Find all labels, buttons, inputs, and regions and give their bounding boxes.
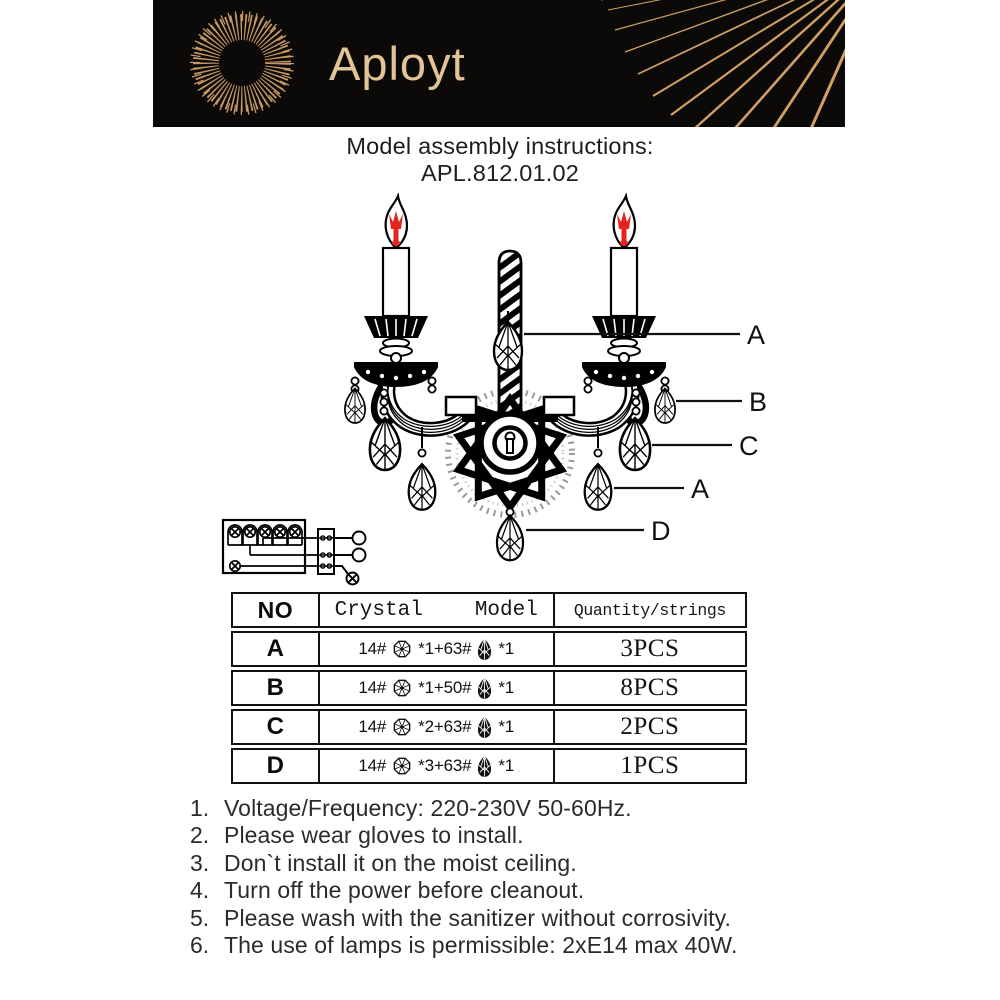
label-A2: A <box>691 474 710 504</box>
instruction-number: 4. <box>190 877 210 904</box>
bottom-crystal-D <box>497 516 523 561</box>
row-no: D <box>233 750 320 782</box>
banner-art <box>153 0 845 127</box>
left-arm-crystals <box>345 366 466 510</box>
star-medallion <box>446 397 574 507</box>
page-title: Model assembly instructions: <box>346 133 654 159</box>
instruction-text: The use of lamps is permissible: 2xE14 max 40W. <box>224 932 738 959</box>
instruction-item <box>190 850 910 877</box>
brand-name: Aployt <box>329 37 466 90</box>
spec-mid: *1+50# <box>418 678 472 697</box>
spec-prefix: 14# <box>358 756 387 775</box>
row-no: B <box>233 672 320 704</box>
right-candle <box>582 196 666 387</box>
instructions-list <box>190 795 910 959</box>
spec-mid: *3+63# <box>418 756 472 775</box>
instruction-number: 6. <box>190 932 210 959</box>
label-A1: A <box>747 320 766 350</box>
instruction-item <box>190 822 910 849</box>
teardrop-crystal-icon <box>477 754 492 778</box>
spec-suffix: *1 <box>498 639 515 658</box>
row-qty: 3PCS <box>620 635 680 662</box>
table-row <box>231 670 747 706</box>
table-header-row <box>231 592 747 628</box>
spec-prefix: 14# <box>358 717 387 736</box>
row-no: C <box>233 711 320 743</box>
header-crystal-model <box>320 594 555 626</box>
title-block <box>0 133 1000 186</box>
table-row <box>231 631 747 667</box>
instruction-number: 2. <box>190 822 210 849</box>
left-candle <box>354 196 438 387</box>
header-model: Model <box>474 598 538 622</box>
spec-suffix: *1 <box>498 678 515 697</box>
row-no: A <box>233 633 320 665</box>
instruction-text: Turn off the power before cleanout. <box>224 877 585 904</box>
parts-table <box>231 592 747 787</box>
row-qty: 1PCS <box>620 752 680 779</box>
spec-suffix: *1 <box>498 717 515 736</box>
instruction-number: 5. <box>190 904 210 931</box>
octagon-crystal-icon <box>392 717 412 737</box>
instruction-number: 1. <box>190 795 210 821</box>
label-B: B <box>749 387 768 417</box>
label-C: C <box>739 431 759 461</box>
instruction-text: Don`t install it on the moist ceiling. <box>224 849 577 876</box>
spec-prefix: 14# <box>358 639 387 658</box>
wiring-diagram <box>205 498 380 598</box>
instruction-text: Please wash with the sanitizer without corrosivity. <box>224 904 732 931</box>
table-row <box>231 709 747 745</box>
spec-mid: *2+63# <box>418 717 472 736</box>
instruction-item <box>190 905 910 932</box>
spec-suffix: *1 <box>498 756 515 775</box>
teardrop-crystal-icon <box>477 637 492 661</box>
instruction-number: 3. <box>190 849 210 876</box>
row-qty: 8PCS <box>620 674 680 701</box>
octagon-crystal-icon <box>392 678 412 698</box>
header-crystal: Crystal <box>334 598 423 622</box>
label-D: D <box>651 516 671 546</box>
header-quantity: Quantity/strings <box>573 600 726 620</box>
instruction-item <box>190 932 910 959</box>
instruction-text: Voltage/Frequency: 220-230V 50-60Hz. <box>224 795 632 821</box>
instruction-text: Please wear gloves to install. <box>224 822 524 849</box>
header-no: NO <box>233 594 320 626</box>
teardrop-crystal-icon <box>477 676 492 700</box>
brand-banner <box>153 0 845 127</box>
spec-mid: *1+63# <box>418 639 472 658</box>
instruction-item <box>190 877 910 904</box>
row-qty: 2PCS <box>620 713 680 740</box>
instruction-item <box>190 795 910 822</box>
octagon-crystal-icon <box>392 639 412 659</box>
model-code: APL.812.01.02 <box>420 159 580 186</box>
spec-prefix: 14# <box>358 678 387 697</box>
octagon-crystal-icon <box>392 756 412 776</box>
table-row <box>231 748 747 784</box>
teardrop-crystal-icon <box>477 715 492 739</box>
